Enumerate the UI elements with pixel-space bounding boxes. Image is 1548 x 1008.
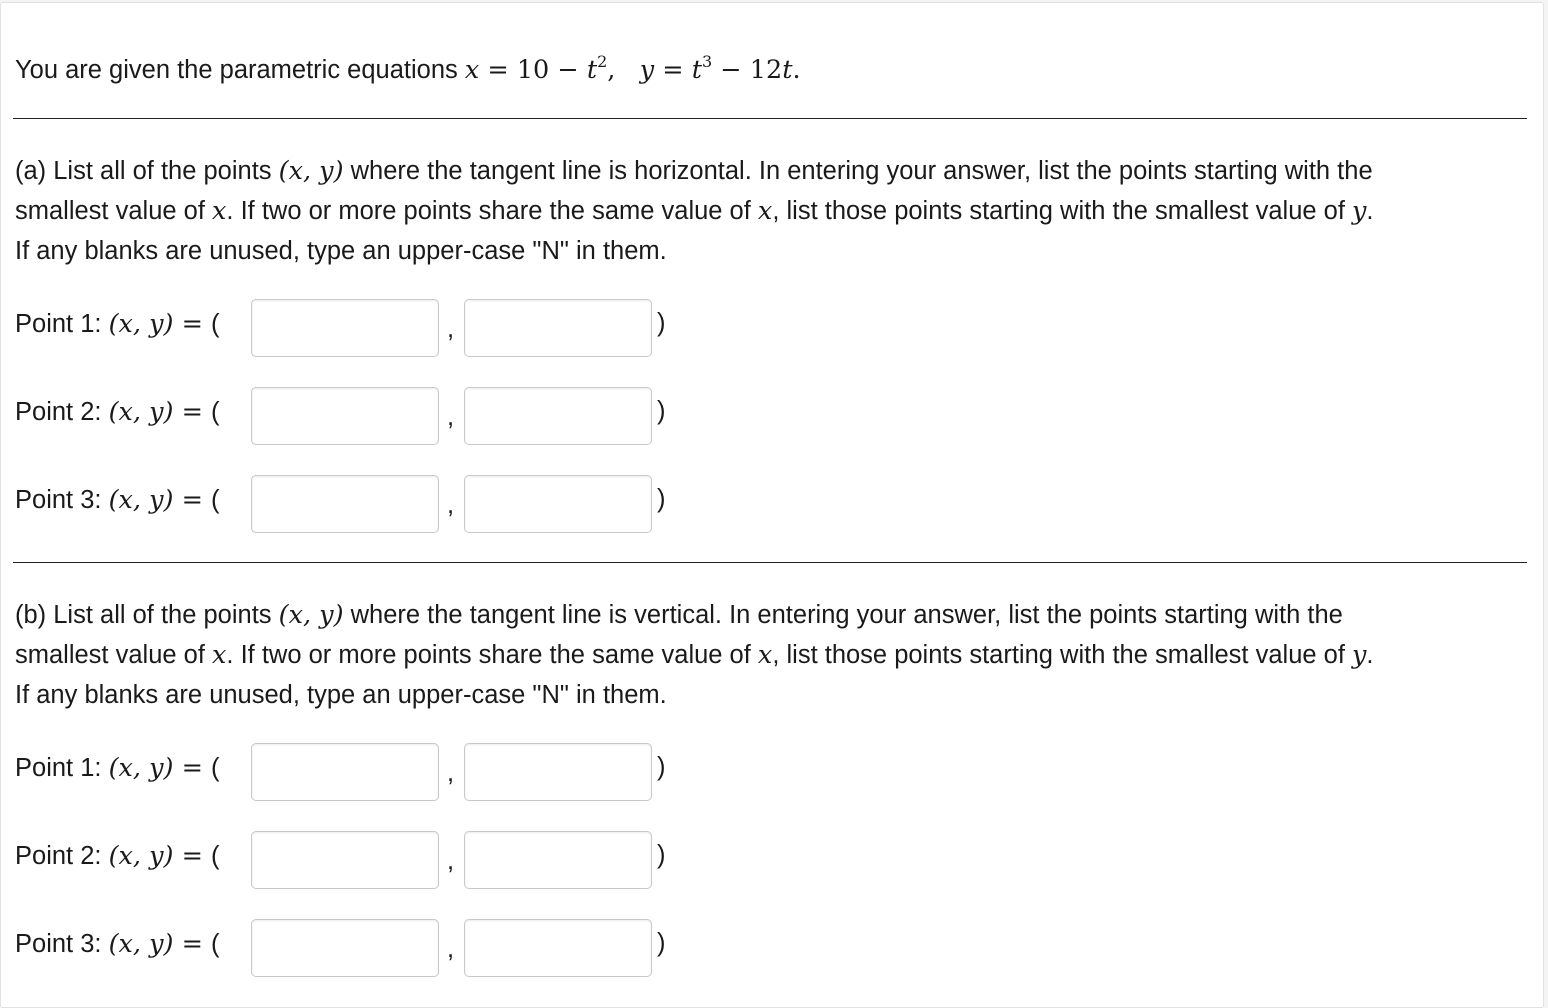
part-b-xy: (x, y) <box>278 600 344 630</box>
intro-eq: = <box>654 55 692 85</box>
close-paren: ) <box>657 309 666 337</box>
point-label-text: Point 3: <box>15 486 109 514</box>
point-label <box>15 753 220 783</box>
part-a-point-3-y-input[interactable] <box>464 475 652 533</box>
close-paren: ) <box>657 397 666 425</box>
part-a-point-2-y-input[interactable] <box>464 387 652 445</box>
intro-x-rest: = 10 − <box>479 55 587 85</box>
open-paren: ( <box>211 310 220 338</box>
close-paren: ) <box>657 929 666 957</box>
comma: , <box>447 403 455 431</box>
part-a-xy: (x, y) <box>278 156 344 186</box>
part-a-line2-post: , list those points starting with the smallest value of <box>772 197 1353 225</box>
close-paren: ) <box>657 841 666 869</box>
part-a-line1-pre: (a) List all of the points <box>15 157 279 185</box>
part-b-line2-pre: smallest value of <box>15 641 213 669</box>
part-b-point-1-y-input[interactable] <box>464 743 652 801</box>
part-b-point-1-x-input[interactable] <box>251 743 439 801</box>
point-label-text: Point 2: <box>15 842 109 870</box>
part-a-line2-x: x <box>212 196 227 226</box>
intro-t3: t <box>782 55 793 85</box>
point-label-text: Point 2: <box>15 398 109 426</box>
part-b-point-3-x-input[interactable] <box>251 919 439 977</box>
intro-exp-2: 2 <box>597 52 608 71</box>
part-a-line2-mid: . If two or more points share the same value of <box>226 197 758 225</box>
part-a-point-1-y-input[interactable] <box>464 299 652 357</box>
point-label <box>15 929 220 959</box>
part-a-instructions <box>15 151 1535 271</box>
part-b-line2-mid: . If two or more points share the same value of <box>226 641 758 669</box>
part-b-line2-x2: x <box>757 640 773 670</box>
intro-text: You are given the parametric equations <box>15 56 465 84</box>
open-paren: ( <box>211 486 220 514</box>
part-a-line3: If any blanks are unused, type an upper-case "N" in them. <box>15 237 667 265</box>
intro-y-rest: − 12 <box>712 55 783 85</box>
part-a-line2-pre: smallest value of <box>15 197 213 225</box>
divider-1 <box>13 118 1527 119</box>
part-a-point-2-x-input[interactable] <box>251 387 439 445</box>
part-b-line2-end: . <box>1366 641 1374 669</box>
point-label-math: (x, y) = <box>108 485 212 515</box>
open-paren: ( <box>211 842 220 870</box>
point-label-text: Point 1: <box>15 754 109 782</box>
close-paren: ) <box>657 485 666 513</box>
part-b-instructions <box>15 595 1535 715</box>
point-label <box>15 309 220 339</box>
divider-2 <box>13 562 1527 563</box>
point-label <box>15 841 220 871</box>
part-b-line1-post: where the tangent line is vertical. In entering your answer, list the points starting with the <box>343 601 1343 629</box>
part-a-point-1-x-input[interactable] <box>251 299 439 357</box>
intro-end: . <box>792 55 801 85</box>
point-label <box>15 397 220 427</box>
intro-t2: t <box>691 55 702 85</box>
comma: , <box>447 315 455 343</box>
part-b-point-2-y-input[interactable] <box>464 831 652 889</box>
part-a-point-3-x-input[interactable] <box>251 475 439 533</box>
part-b-line2-y: y <box>1352 640 1367 670</box>
part-b-line2-x: x <box>212 640 227 670</box>
question-panel <box>0 2 1544 1008</box>
point-label-text: Point 3: <box>15 930 109 958</box>
part-a-line1-post: where the tangent line is horizontal. In entering your answer, list the points starting with the <box>343 157 1373 185</box>
part-b-line1-pre: (b) List all of the points <box>15 601 279 629</box>
part-b-line3: If any blanks are unused, type an upper-case "N" in them. <box>15 681 667 709</box>
intro-exp-3: 3 <box>701 52 713 71</box>
comma: , <box>447 491 455 519</box>
point-label-math: (x, y) = <box>108 309 212 339</box>
part-b-point-2-x-input[interactable] <box>251 831 439 889</box>
intro-x: x <box>464 55 480 85</box>
point-label-math: (x, y) = <box>108 841 212 871</box>
comma: , <box>447 759 455 787</box>
close-paren: ) <box>657 753 666 781</box>
open-paren: ( <box>211 930 220 958</box>
part-a-line2-end: . <box>1366 197 1374 225</box>
problem-statement <box>15 52 801 85</box>
part-a-line2-x2: x <box>757 196 773 226</box>
point-label-math: (x, y) = <box>108 753 212 783</box>
point-label-text: Point 1: <box>15 310 109 338</box>
intro-t1: t <box>586 55 598 85</box>
part-b-line2-post: , list those points starting with the smallest value of <box>772 641 1353 669</box>
open-paren: ( <box>211 398 220 426</box>
intro-y: y <box>639 55 655 85</box>
point-label-math: (x, y) = <box>108 929 212 959</box>
open-paren: ( <box>211 754 220 782</box>
intro-sep: , <box>607 55 640 85</box>
part-b-point-3-y-input[interactable] <box>464 919 652 977</box>
comma: , <box>447 935 455 963</box>
point-label-math: (x, y) = <box>108 397 212 427</box>
comma: , <box>447 847 455 875</box>
part-a-line2-y: y <box>1352 196 1367 226</box>
point-label <box>15 485 220 515</box>
